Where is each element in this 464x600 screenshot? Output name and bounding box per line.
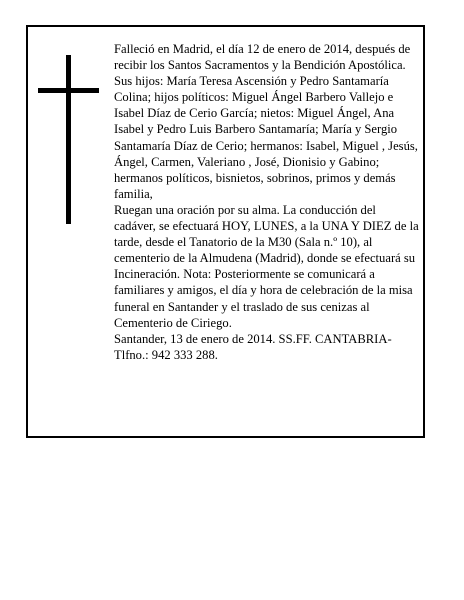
cross-horizontal-bar — [38, 88, 99, 93]
notice-text — [114, 41, 420, 363]
family-list: Sus hijos: María Teresa Ascensión y Pedro Santamaría Colina; hijos políticos: Miguel Ángel Barbero Vallejo e Isabel Díaz de Cerio García; nietos: Miguel Ángel, Ana Isabel y Pedro Luis Barbero Santamaría; María y Sergio Santamaría Díaz de Cerio; hermanos: Isabel, Miguel , Jesús, Ángel, Carmen, Valeriano , José, Dionisio y Gabino; hermanos políticos, bisnietos, sobrinos, primos y demás familia, — [114, 74, 418, 201]
death-announcement: Falleció en Madrid, el día 12 de enero de 2014, después de recibir los Santos Sacramentos y la Bendición Apostólica. — [114, 42, 411, 73]
cross-vertical-bar — [66, 55, 71, 224]
cross-icon — [28, 27, 108, 227]
funeral-details: Ruegan una oración por su alma. La conducción del cadáver, se efectuará HOY, LUNES, a la UNA Y DIEZ de la tarde, desde el Tanatorio de la M30 (Sala n.º 10), al cementerio de la Almudena (Madrid), donde se efectuará su Incineración. Nota: Posteriormente se comunicará a familiares y amigos, el día y hora de celebración de la misa funeral en Santander y el traslado de sus cenizas al Cementerio de Ciriego. — [114, 202, 419, 330]
contact-line: Santander, 13 de enero de 2014. SS.FF. CANTABRIA- Tlfno.: 942 333 288. — [114, 331, 392, 362]
obituary-notice — [26, 25, 425, 438]
